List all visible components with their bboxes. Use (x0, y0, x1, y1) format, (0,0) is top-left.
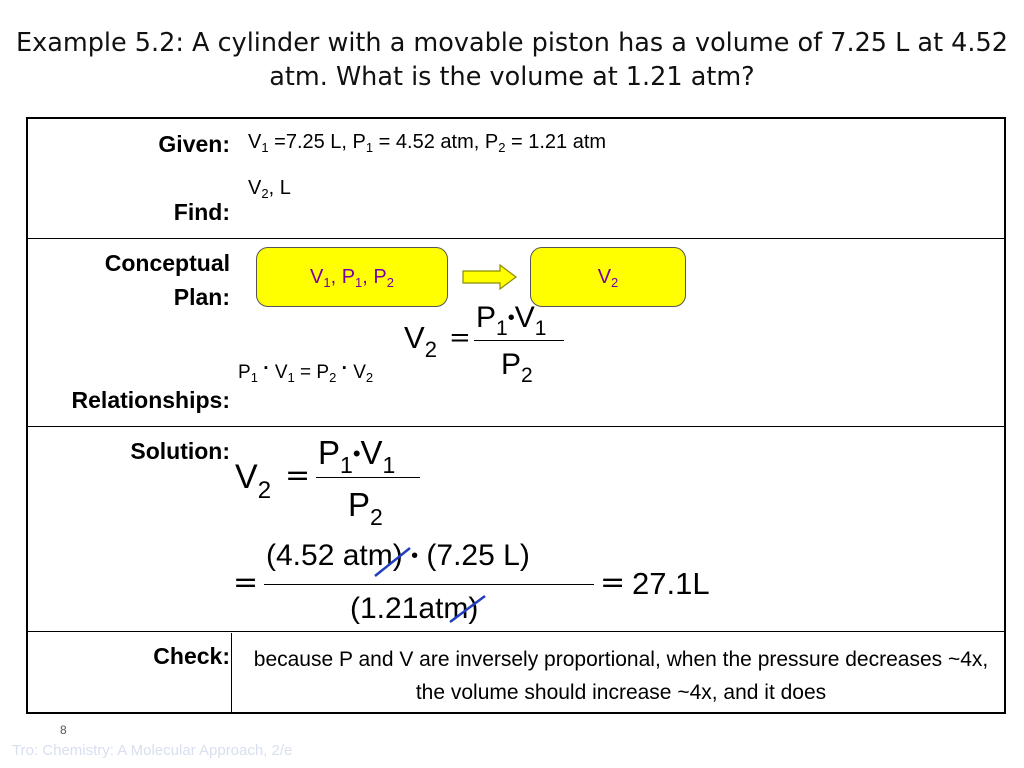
plan-box-given: $V_1$, $P_1$, $P_2$ (256, 247, 448, 307)
cancel-units-icon (370, 540, 500, 630)
solution-formula-lhs: $V_2$ (235, 458, 272, 504)
solution-label: Solution: (130, 438, 230, 464)
plan-formula-numerator: $P_1•V_1$ (476, 301, 547, 340)
conceptual-plan-label-line2: Plan: (173, 284, 230, 310)
find-text: $V_2$, L (248, 177, 291, 201)
given-label: Given: (158, 131, 230, 157)
solution-formula-numerator: $P_1•V_1$ (318, 434, 396, 478)
page-number: 8 (60, 723, 67, 737)
solution-formula-denominator: $P_2$ (348, 486, 383, 530)
solution-formula-equals: = (285, 458, 311, 493)
calc-numerator: (4.52 atm) • (7.25 L) (266, 539, 530, 572)
arrow-right-icon (462, 264, 518, 290)
row-divider (27, 631, 1006, 632)
slide-title: Example 5.2: A cylinder with a movable piston has a volume of 7.25 L at 4.52 atm. What is the volume at 1.21 atm? (16, 28, 1008, 92)
check-text: because P and V are inversely proportional, when the pressure decreases ~4x, the volume should increase ~4x, and it does (253, 648, 989, 704)
find-label: Find: (173, 199, 230, 225)
solution-fraction-bar (316, 477, 420, 478)
plan-formula-lhs: $V_2$ (404, 320, 437, 362)
conceptual-plan-label-line1: Conceptual (104, 250, 230, 276)
plan-formula-equals: = (449, 323, 471, 353)
row-divider (27, 238, 1006, 239)
calc-denominator: (1.21atm) (350, 592, 479, 625)
relationship-text: $P_1 \cdot V_1 = P_2 \cdot V_2$ (238, 358, 374, 385)
calc-equals-left: = (233, 565, 259, 600)
calc-result: 27.1L (632, 566, 710, 601)
plan-formula-denominator: $P_2$ (501, 348, 533, 387)
relationships-label: Relationships: (71, 387, 230, 413)
plan-fraction-bar (474, 340, 564, 341)
calc-equals-right: = (600, 565, 626, 600)
footer-text: Tro: Chemistry: A Molecular Approach, 2/e (12, 742, 293, 759)
plan-box-find: $V_2$ (530, 247, 686, 307)
given-text: $V_1 =7.25$ L, $P_1 = 4.52$ atm, $P_2 = 1.21$ atm (248, 131, 607, 155)
check-label: Check: (153, 643, 230, 669)
row-divider (27, 426, 1006, 427)
column-divider (231, 633, 232, 713)
